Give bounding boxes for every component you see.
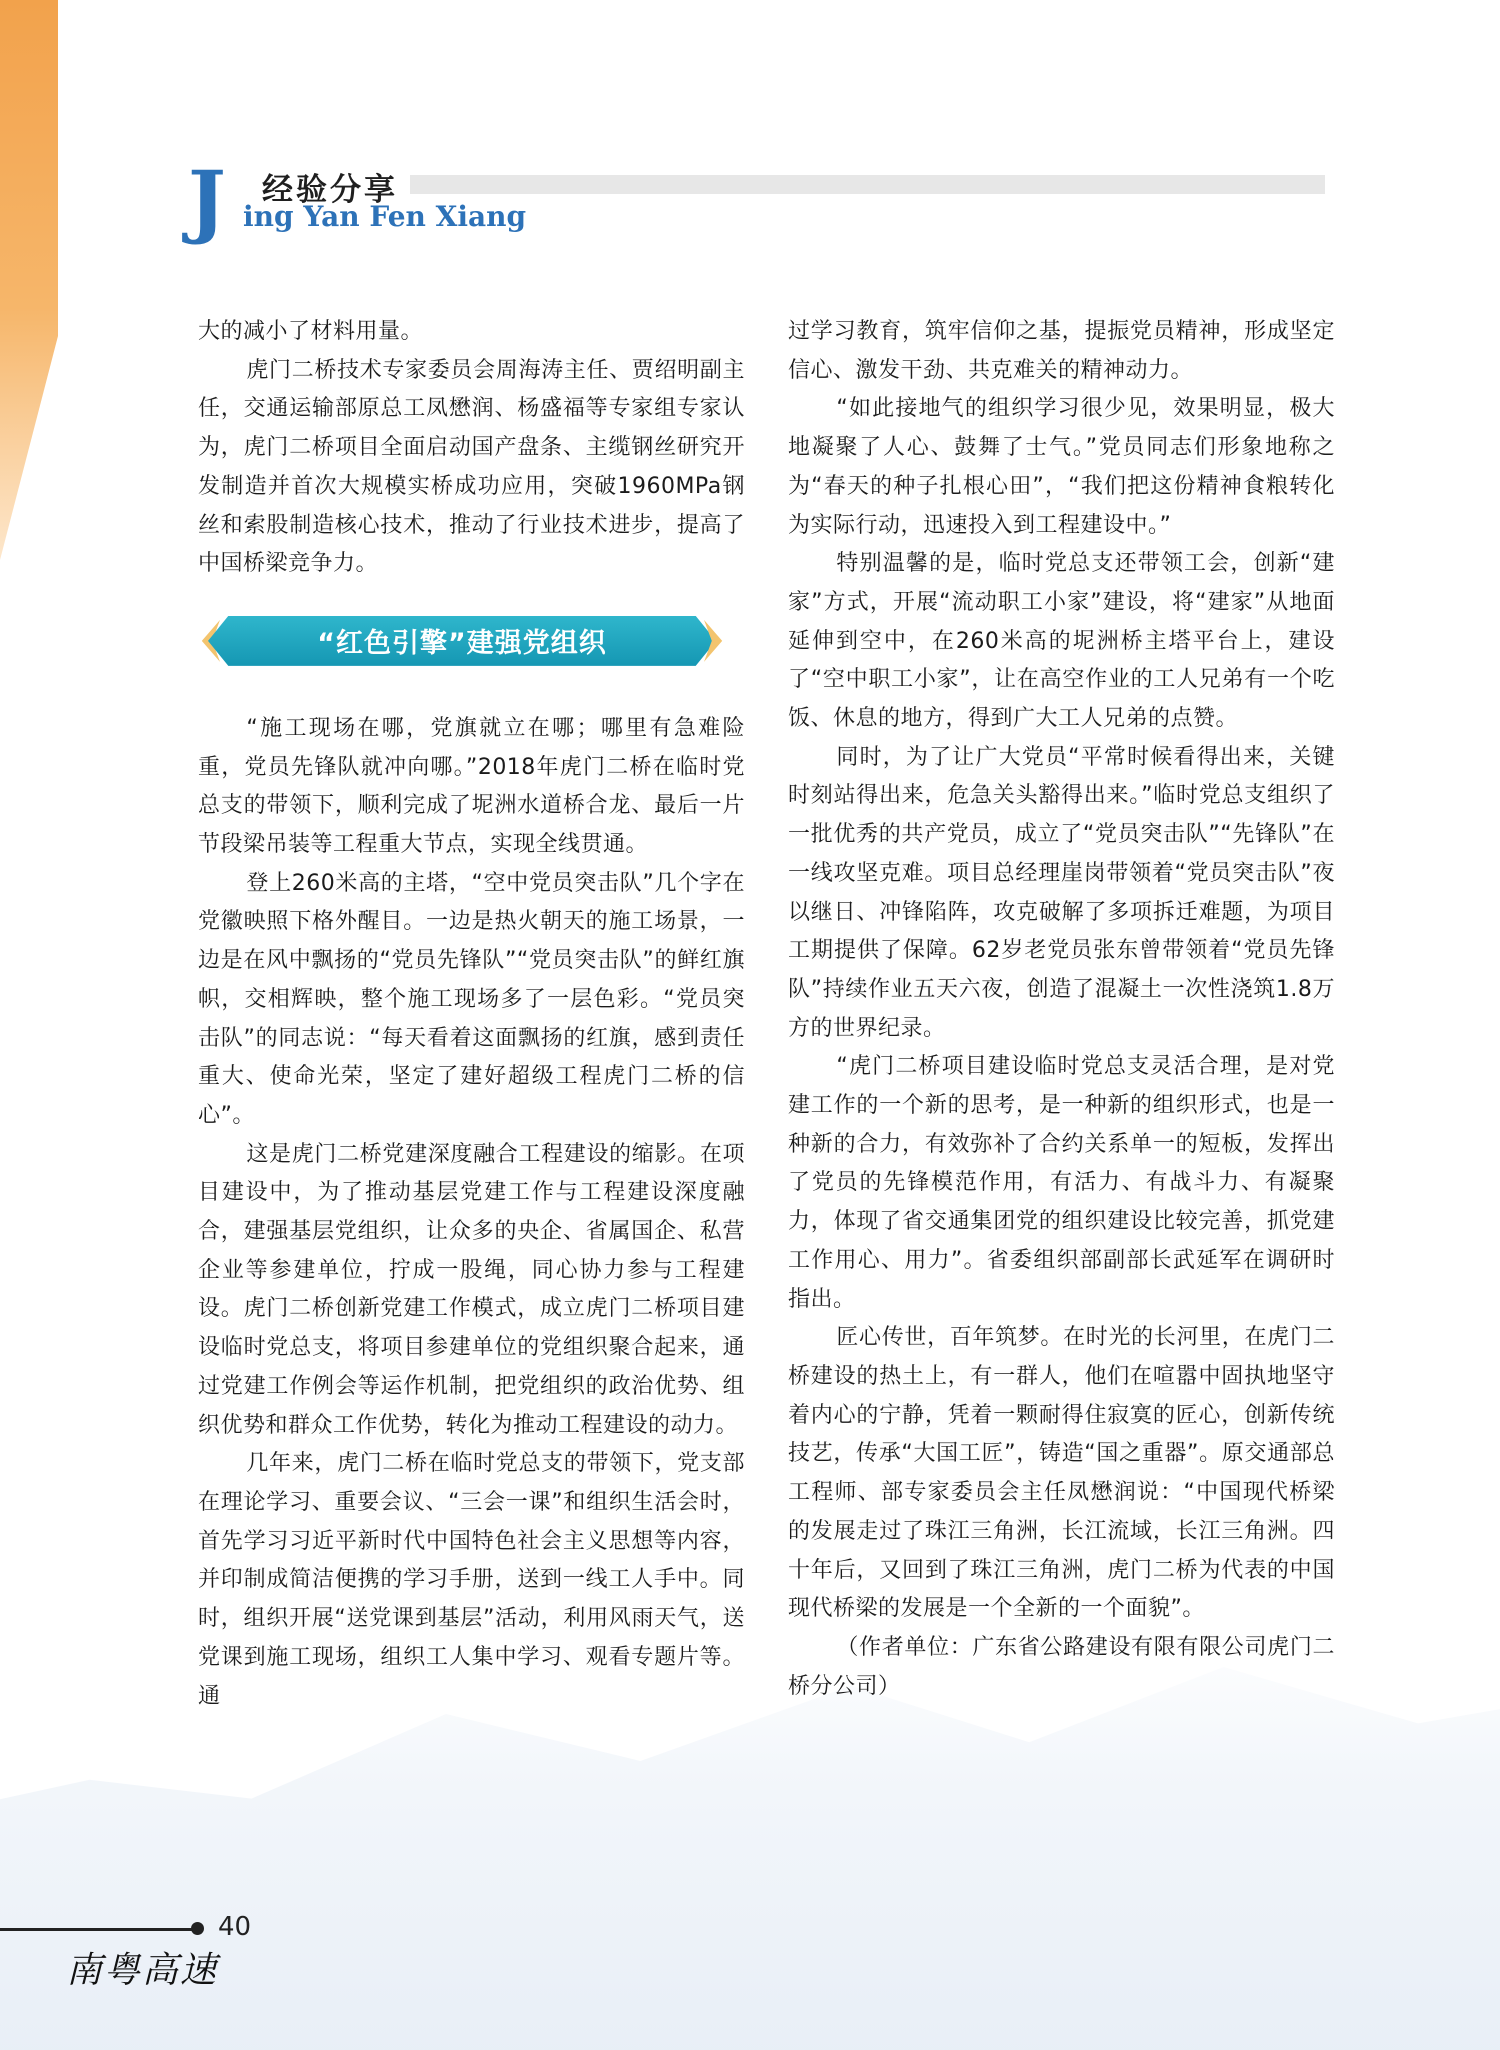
paragraph: 虎门二桥技术专家委员会周海涛主任、贾绍明副主任，交通运输部原总工凤懋润、杨盛福等专家组专家认为，虎门二桥项目全面启动国产盘条、主缆钢丝研究开发制造并首次大规模实桥成功应用，突破1960MPa钢丝和索股制造核心技术，推动了行业技术进步，提高了中国桥梁竞争力。 [198,357,745,577]
paragraph: 特别温馨的是，临时党总支还带领工会，创新“建家”方式，开展“流动职工小家”建设，将“建家”从地面延伸到空中，在260米高的坭洲桥主塔平台上，建设了“空中职工小家”，让在高空作业的工人兄弟有一个吃饭、休息的地方，得到广大工人兄弟的点赞。 [788,551,1335,732]
paragraph: 同时，为了让广大党员“平常时候看得出来，关键时刻站得出来，危急关头豁得出来。”临时党总支组织了一批优秀的共产党员，成立了“党员突击队”“先锋队”在一线攻坚克难。项目总经理崖岗带领着“党员突击队”夜以继日、冲锋陷阵，攻克破解了多项拆迁难题，为项目工期提供了保障。62岁老党员张东曾带领着“党员先锋队”持续作业五天六夜，创造了混凝土一次性浇筑1.8万方的世界纪录。 [788,744,1335,1041]
orange-corner-decoration [0,0,58,560]
section-heading-title: “红色引擎”建强党组织 [317,628,607,660]
paragraph: “虎门二桥项目建设临时党总支灵活合理，是对党建工作的一个新的思考，是一种新的组织形式，也是一种新的合力，有效弥补了合约关系单一的短板，发挥出了党员的先锋模范作用，有活力、有战斗力、有凝聚力，体现了省交通集团党的组织建设比较完善，抓党建工作用心、用力”。省委组织部副部长武延军在调研时指出。 [788,1054,1335,1312]
page-number: 40 [218,1912,252,1942]
section-title-chinese: 经验分享 [262,172,398,208]
footer-rule [0,1928,198,1931]
section-heading-banner [208,616,716,666]
right-column [788,313,1335,1706]
footer-bullet [191,1922,204,1935]
left-column [198,313,745,1716]
paragraph: 匠心传世，百年筑梦。在时光的长河里，在虎门二桥建设的热土上，有一群人，他们在喧嚣中固执地坚守着内心的宁静，凭着一颗耐得住寂寞的匠心，创新传统技艺，传承“大国工匠”，铸造“国之重器”。原交通部总工程师、部专家委员会主任凤懋润说：“中国现代桥梁的发展走过了珠江三角洲，长江流域，长江三角洲。四十年后，又回到了珠江三角洲，虎门二桥为代表的中国现代桥梁的发展是一个全新的一个面貌”。 [788,1325,1335,1622]
paragraph: 过学习教育，筑牢信仰之基，提振党员精神，形成坚定信心、激发干劲、共克难关的精神动力。 [788,319,1335,383]
section-title-pinyin: ing Yan Fen Xiang [243,200,527,233]
header-initial-letter: J [188,153,226,247]
paragraph: 大的减小了材料用量。 [198,319,424,344]
paragraph: 登上260米高的主塔，“空中党员突击队”几个字在党徽映照下格外醒目。一边是热火朝天的施工场景，一边是在风中飘扬的“党员先锋队”“党员突击队”的鲜红旗帜，交相辉映，整个施工现场多了一层色彩。“党员突击队”的同志说：“每天看着这面飘扬的红旗，感到责任重大、使命光荣，坚定了建好超级工程虎门二桥的信心”。 [198,870,745,1128]
paragraph: 几年来，虎门二桥在临时党总支的带领下，党支部在理论学习、重要会议、“三会一课”和组织生活会时，首先学习习近平新时代中国特色社会主义思想等内容，并印制成简洁便携的学习手册，送到一线工人手中。同时，组织开展“送党课到基层”活动，利用风雨天气，送党课到施工现场，组织工人集中学习、观看专题片等。通 [198,1451,745,1709]
header-gray-bar [410,175,1325,194]
paragraph: “如此接地气的组织学习很少见，效果明显，极大地凝聚了人心、鼓舞了士气。”党员同志们形象地称之为“春天的种子扎根心田”，“我们把这份精神食粮转化为实际行动，迅速投入到工程建设中。” [788,396,1335,538]
paragraph: 这是虎门二桥党建深度融合工程建设的缩影。在项目建设中，为了推动基层党建工作与工程建设深度融合，建强基层党组织，让众多的央企、省属国企、私营企业等参建单位，拧成一股绳，同心协力参与工程建设。虎门二桥创新党建工作模式，成立虎门二桥项目建设临时党总支，将项目参建单位的党组织聚合起来，通过党建工作例会等运作机制，把党组织的政治优势、组织优势和群众工作优势，转化为推动工程建设的动力。 [198,1141,745,1438]
author-affiliation: （作者单位：广东省公路建设有限有限公司虎门二桥分公司） [788,1634,1335,1699]
paragraph: “施工现场在哪，党旗就立在哪；哪里有急难险重，党员先锋队就冲向哪。”2018年虎门二桥在临时党总支的带领下，顺利完成了坭洲水道桥合龙、最后一片节段梁吊装等工程重大节点，实现全线贯通。 [198,715,745,858]
publication-logo: 南粤高速 [66,1950,219,1991]
